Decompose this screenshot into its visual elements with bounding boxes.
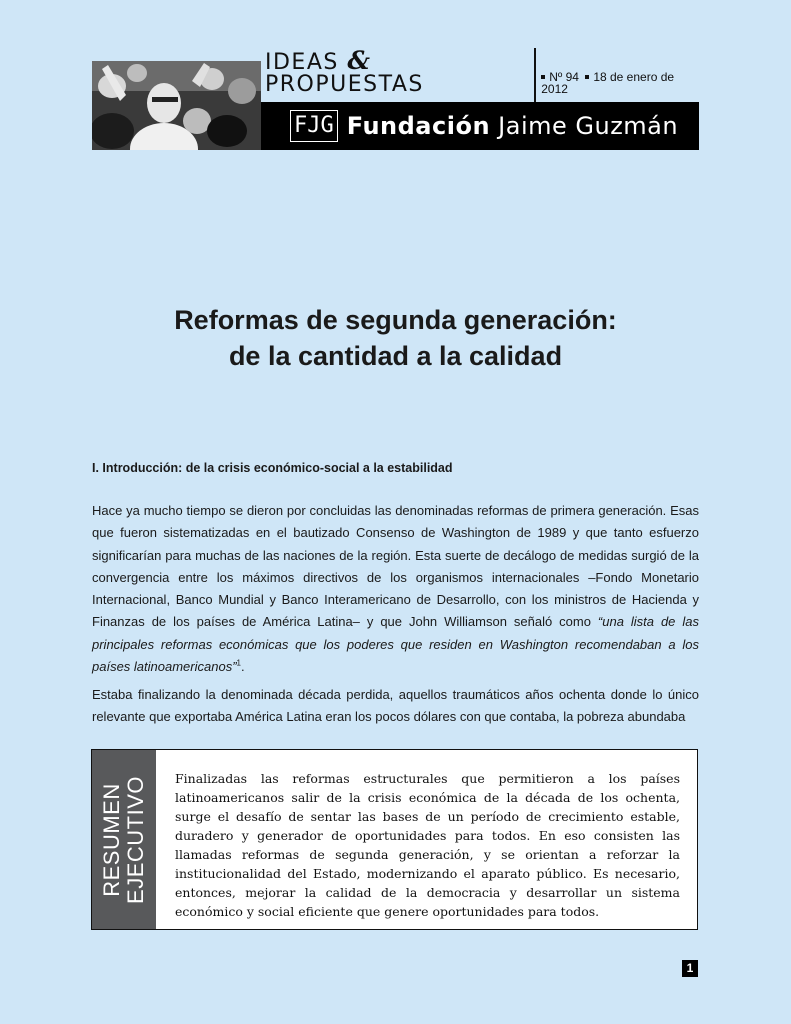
summary-label-line-1: RESUMEN [99,782,124,897]
paragraph-1-end: . [240,659,245,675]
title-line-1: Reformas de segunda generación: [174,305,617,335]
square-bullet-icon [541,75,545,79]
body-paragraph-1 [92,500,699,678]
series-title-row [261,46,699,102]
summary-label-band [92,750,156,929]
fjg-logo: FJG [290,110,338,142]
series-word-propuestas: PROPUESTAS [265,72,424,97]
section-heading: I. Introducción: de la crisis económico-social a la estabilidad [92,461,453,475]
executive-summary-box [91,749,698,930]
crowd-photo-image [92,61,261,150]
williamson-quote: “una lista de las principales reformas económicas que los poderes que residen en Washington recomendaban a los países latinoamericanos” [92,614,699,675]
title-line-2: de la cantidad a la calidad [228,341,563,371]
series-word-ideas: IDEAS [265,50,339,75]
paragraph-1-text: Hace ya mucho tiempo se dieron por concluidas las denominadas reformas de primera generación. Esas que fueron sistematizadas en el bautizado Consenso de Washington de 1989 y que tanto esfuerzo significarían para muchas de las naciones de la región. Esta suerte de decálogo de medidas surgió de la convergencia entre los máximos directivos de los organismos internacionales –Fondo Monetario Internacional, Banco Mundial y Banco Interamericano de Desarrollo, con los ministros de Hacienda y Finanzas de los países de América Latina– y que John Williamson señaló como [92,503,699,630]
square-bullet-icon [585,75,589,79]
foundation-name-light: Jaime Guzmán [498,112,679,140]
header-photo [92,61,261,150]
issue-date: 18 de enero de 2012 [541,70,675,96]
foundation-name [347,112,678,140]
summary-label-line-2: EJECUTIVO [123,775,148,904]
masthead [92,46,699,150]
issue-info [536,71,699,102]
footnote-marker[interactable]: 1 [236,658,241,668]
foundation-name-bold: Fundación [346,112,491,140]
document-title [92,302,699,374]
series-ampersand: & [347,46,372,75]
page-number: 1 [682,960,698,977]
summary-label [100,776,148,904]
issue-number: Nº 94 [549,70,579,84]
series-title [261,48,536,102]
foundation-bar [261,102,699,150]
summary-text: Finalizadas las reformas estructurales que permitieron a los países latinoamericanos salir de la crisis económica de la década de los ochenta, surge el desafío de sentar las bases de un período de crecimiento estable, duradero y generador de oportunidades para todos. En eso consisten las llamadas reformas de segunda generación, y se orientan a reforzar la institucionalidad del Estado, modernizando el aparato público. Es necesario, entonces, mejorar la calidad de la democracia y desarrollar un sistema económico y social eficiente que genere oportunidades para todos. [175,771,680,919]
body-paragraph-2: Estaba finalizando la denominada década perdida, aquellos traumáticos años ochenta donde lo único relevante que exportaba América Latina eran los pocos dólares con que contaba, la pobreza abundaba [92,687,699,725]
